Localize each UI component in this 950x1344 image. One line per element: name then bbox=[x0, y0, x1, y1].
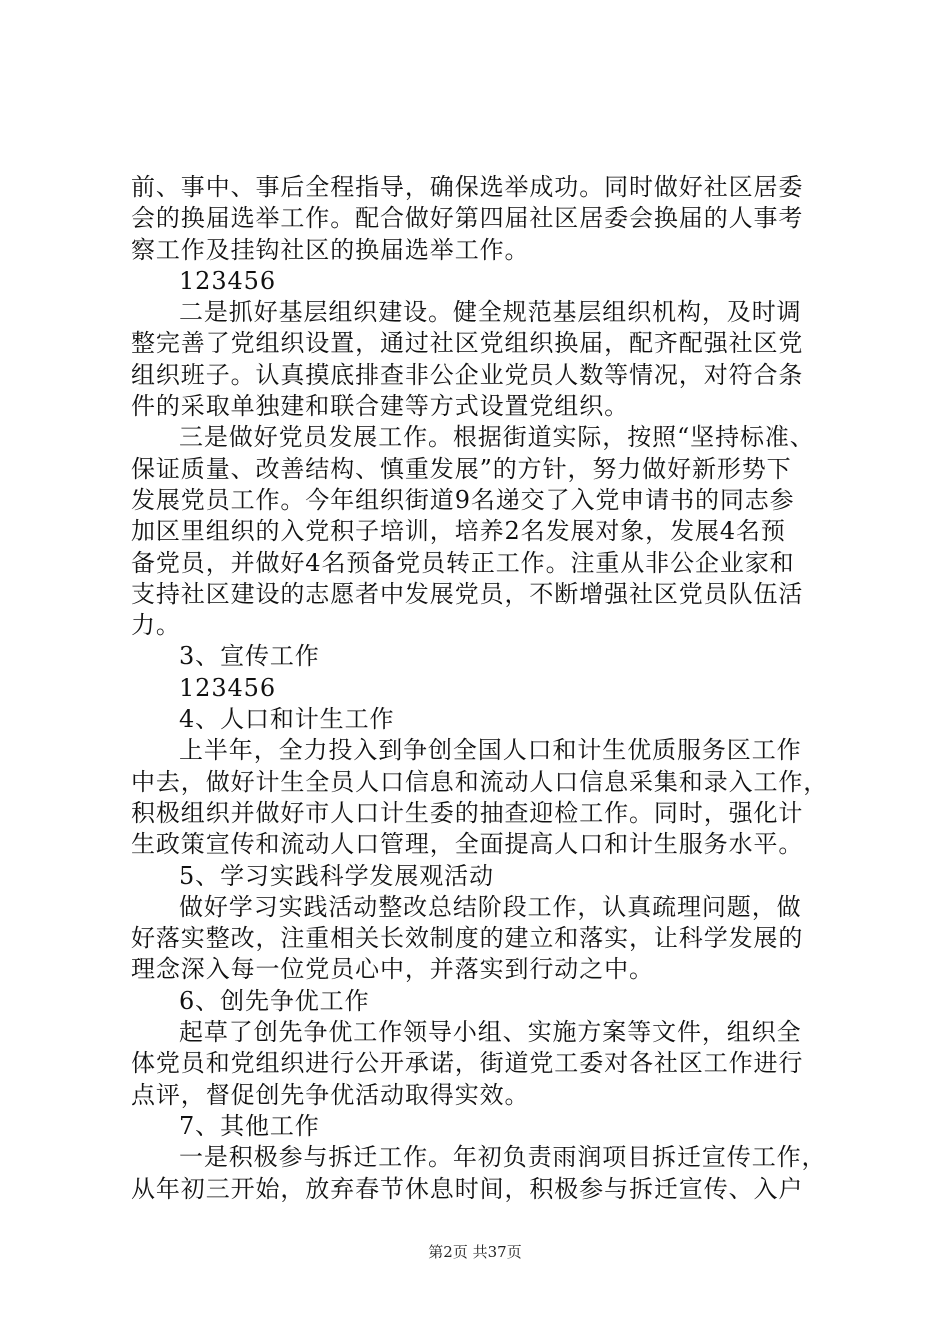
text-line: 好落实整改，注重相关长效制度的建立和落实，让科学发展的 bbox=[131, 924, 804, 953]
text-line: 做好学习实践活动整改总结阶段工作，认真疏理问题，做 bbox=[179, 892, 802, 921]
text-line: 123456 bbox=[179, 266, 277, 295]
text-line: 三是做好党员发展工作。根据街道实际，按照“坚持标准、 bbox=[179, 423, 815, 452]
text-line: 发展党员工作。今年组织街道9名递交了入党申请书的同志参 bbox=[131, 485, 795, 514]
text-line: 中去，做好计生全员人口信息和流动人口信息采集和录入工作， bbox=[131, 767, 829, 796]
page-footer: 第2页 共37页 bbox=[428, 1243, 522, 1261]
text-line: 点评，督促创先争优活动取得实效。 bbox=[131, 1080, 530, 1109]
text-line: 加区里组织的入党积子培训，培养2名发展对象，发展4名预 bbox=[131, 517, 786, 546]
text-line: 前、事中、事后全程指导，确保选举成功。同时做好社区居委 bbox=[131, 173, 804, 201]
text-line: 生政策宣传和流动人口管理，全面提高人口和计生服务水平。 bbox=[131, 830, 804, 859]
text-line: 6、创先争优工作 bbox=[179, 986, 370, 1015]
text-line: 理念深入每一位党员心中，并落实到行动之中。 bbox=[131, 955, 654, 984]
text-line: 起草了创先争优工作领导小组、实施方案等文件，组织全 bbox=[179, 1018, 802, 1047]
text-line: 保证质量、改善结构、慎重发展”的方针，努力做好新形势下 bbox=[131, 454, 792, 483]
document-body bbox=[131, 172, 831, 1205]
text-line: 5、学习实践科学发展观活动 bbox=[179, 861, 494, 890]
text-line: 一是积极参与拆迁工作。年初负责雨润项目拆迁宣传工作， bbox=[179, 1143, 827, 1172]
text-line: 3、宣传工作 bbox=[179, 642, 320, 671]
text-line: 上半年，全力投入到争创全国人口和计生优质服务区工作 bbox=[179, 736, 802, 765]
text-line: 从年初三开始，放弃春节休息时间，积极参与拆迁宣传、入户 bbox=[131, 1174, 804, 1203]
text-line: 整完善了党组织设置，通过社区党组织换届，配齐配强社区党 bbox=[131, 329, 804, 358]
text-line: 察工作及挂钩社区的换届选举工作。 bbox=[131, 235, 530, 264]
text-line: 备党员，并做好4名预备党员转正工作。注重从非公企业家和 bbox=[131, 548, 795, 577]
text-line: 体党员和党组织进行公开承诺，街道党工委对各社区工作进行 bbox=[131, 1049, 804, 1078]
text-line: 积极组织并做好市人口计生委的抽查迎检工作。同时，强化计 bbox=[131, 798, 804, 827]
text-line: 7、其他工作 bbox=[179, 1111, 320, 1140]
text-line: 组织班子。认真摸底排查非公企业党员人数等情况，对符合条 bbox=[131, 360, 804, 389]
text-line: 二是抓好基层组织建设。健全规范基层组织机构，及时调 bbox=[179, 298, 802, 327]
text-line: 件的采取单独建和联合建等方式设置党组织。 bbox=[131, 392, 629, 421]
text-line: 会的换届选举工作。配合做好第四届社区居委会换届的人事考 bbox=[131, 204, 804, 233]
text-line: 支持社区建设的志愿者中发展党员，不断增强社区党员队伍活 bbox=[131, 579, 804, 608]
text-line: 力。 bbox=[131, 611, 181, 640]
text-line: 4、人口和计生工作 bbox=[179, 705, 395, 734]
text-line: 123456 bbox=[179, 673, 277, 702]
